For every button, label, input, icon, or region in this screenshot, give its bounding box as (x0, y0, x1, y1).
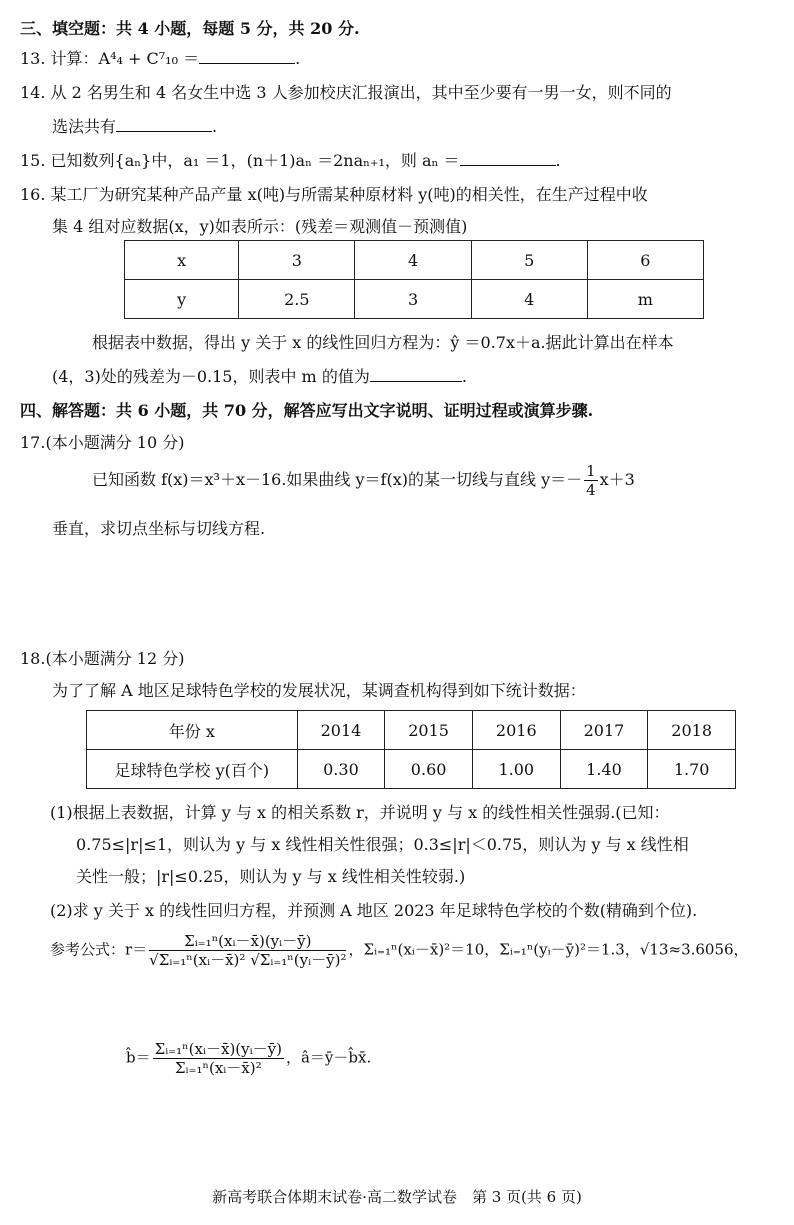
question-16-line4 (52, 364, 467, 387)
table-cell: 4 (355, 241, 471, 280)
table-row (125, 280, 704, 319)
q13-text: 13. 计算：A⁴₄ + C⁷₁₀ ＝ (20, 49, 200, 68)
q14-text: 选法共有 (52, 117, 117, 136)
r-fraction (149, 932, 346, 969)
b-fraction (153, 1040, 284, 1077)
answer-blank-14[interactable] (116, 115, 212, 132)
q14-end: . (212, 117, 218, 136)
q18-part1-line3: 关性一般；|r|≤0.25，则认为 y 与 x 线性相关性较弱.) (76, 867, 466, 886)
table-row (87, 750, 736, 789)
answer-blank-13[interactable] (199, 47, 295, 64)
question-16-line3: 根据表中数据，得出 y 关于 x 的线性回归方程为：ŷ ＝0.7x＋a.据此计算出在样本 (92, 333, 674, 352)
r-tail: ，Σᵢ₌₁ⁿ(xᵢ－x̄)²＝10，Σᵢ₌₁ⁿ(yᵢ－ȳ)²＝1.3，√13≈3.6056， (348, 940, 749, 959)
formula-b (126, 1040, 371, 1077)
table-cell: 2.5 (239, 280, 355, 319)
table-row (87, 711, 736, 750)
r-numerator: Σᵢ₌₁ⁿ(xᵢ－x̄)(yᵢ－ȳ) (149, 932, 346, 951)
q16-data-table (124, 240, 704, 319)
q18-part2: (2)求 y 关于 x 的线性回归方程，并预测 A 地区 2023 年足球特色学校的个数(精确到个位). (50, 901, 698, 920)
page-footer: 新高考联合体期末试卷·高二数学试卷 第 3 页(共 6 页) (212, 1188, 582, 1206)
b-label: b̂＝ (126, 1048, 151, 1067)
table-cell: m (587, 280, 703, 319)
table-cell: 0.60 (385, 750, 473, 789)
q18-data-table (86, 710, 736, 789)
answer-blank-16[interactable] (370, 365, 462, 382)
answer-blank-15[interactable] (460, 149, 556, 166)
r-denominator: √Σᵢ₌₁ⁿ(xᵢ－x̄)² √Σᵢ₌₁ⁿ(yᵢ－ȳ)² (149, 951, 347, 969)
frac-numerator: 1 (586, 462, 596, 480)
table-cell: 2017 (560, 711, 648, 750)
section3-heading: 三、填空题：共 4 小题，每题 5 分，共 20 分. (20, 19, 360, 38)
table-cell: 1.70 (648, 750, 736, 789)
ref-label: 参考公式：r＝ (50, 940, 148, 959)
b-tail: ，â＝ȳ－b̂x̄. (285, 1048, 372, 1067)
q13-end: . (295, 49, 301, 68)
question-18-intro: 为了了解 A 地区足球特色学校的发展状况，某调查机构得到如下统计数据： (52, 681, 586, 700)
table-cell: 2018 (648, 711, 736, 750)
b-numerator: Σᵢ₌₁ⁿ(xᵢ－x̄)(yᵢ－ȳ) (154, 1040, 282, 1058)
question-14-line2 (52, 114, 217, 137)
question-15 (20, 148, 561, 171)
question-14-line1: 14. 从 2 名男生和 4 名女生中选 3 人参加校庆汇报演出，其中至少要有一男一女，则不同的 (20, 83, 672, 102)
q16-end: . (461, 367, 467, 386)
table-cell: 2016 (472, 711, 560, 750)
q17-text-tail: x＋3 (599, 470, 635, 489)
question-16-line1: 16. 某工厂为研究某种产品产量 x(吨)与所需某种原材料 y(吨)的相关性，在生产过程中收 (20, 185, 648, 204)
table-cell: 5 (471, 241, 587, 280)
table-row (125, 241, 704, 280)
question-17-line2: 垂直，求切点坐标与切线方程. (52, 519, 266, 538)
q18-part1-line1: (1)根据上表数据，计算 y 与 x 的相关系数 r，并说明 y 与 x 的线性相关性强弱.(已知： (50, 803, 670, 822)
table-cell: 2015 (385, 711, 473, 750)
frac-denominator: 4 (586, 481, 596, 499)
question-13 (20, 46, 300, 69)
section4-heading: 四、解答题：共 6 小题，共 70 分，解答应写出文字说明、证明过程或演算步骤. (20, 401, 594, 420)
q15-text: 15. 已知数列{aₙ}中，a₁ ＝1，(n＋1)aₙ ＝2naₙ₊₁，则 aₙ ＝ (20, 151, 460, 170)
table-cell: 足球特色学校 y(百个) (87, 750, 298, 789)
q16-text: (4，3)处的残差为－0.15，则表中 m 的值为 (52, 367, 370, 386)
table-cell: 2014 (297, 711, 385, 750)
question-16-line2: 集 4 组对应数据(x，y)如表所示：(残差＝观测值－预测值) (52, 217, 468, 236)
question-17-line1 (92, 462, 635, 499)
question-17-title: 17.(本小题满分 10 分) (20, 433, 185, 452)
formula-r (50, 932, 749, 969)
q17-text: 已知函数 f(x)＝x³＋x－16.如果曲线 y＝f(x)的某一切线与直线 y＝－ (92, 470, 583, 489)
table-cell: 年份 x (87, 711, 298, 750)
table-cell: 3 (355, 280, 471, 319)
table-cell: y (125, 280, 239, 319)
table-cell: 1.40 (560, 750, 648, 789)
table-cell: 1.00 (472, 750, 560, 789)
table-cell: 0.30 (297, 750, 385, 789)
b-denominator: Σᵢ₌₁ⁿ(xᵢ－x̄)² (174, 1059, 262, 1077)
q15-end: . (555, 151, 561, 170)
table-cell: x (125, 241, 239, 280)
fraction-one-quarter (584, 462, 598, 499)
table-cell: 4 (471, 280, 587, 319)
table-cell: 6 (587, 241, 703, 280)
table-cell: 3 (239, 241, 355, 280)
q18-part1-line2: 0.75≤|r|≤1，则认为 y 与 x 线性相关性很强；0.3≤|r|＜0.75，则认为 y 与 x 线性相 (76, 835, 689, 854)
question-18-title: 18.(本小题满分 12 分) (20, 649, 185, 668)
